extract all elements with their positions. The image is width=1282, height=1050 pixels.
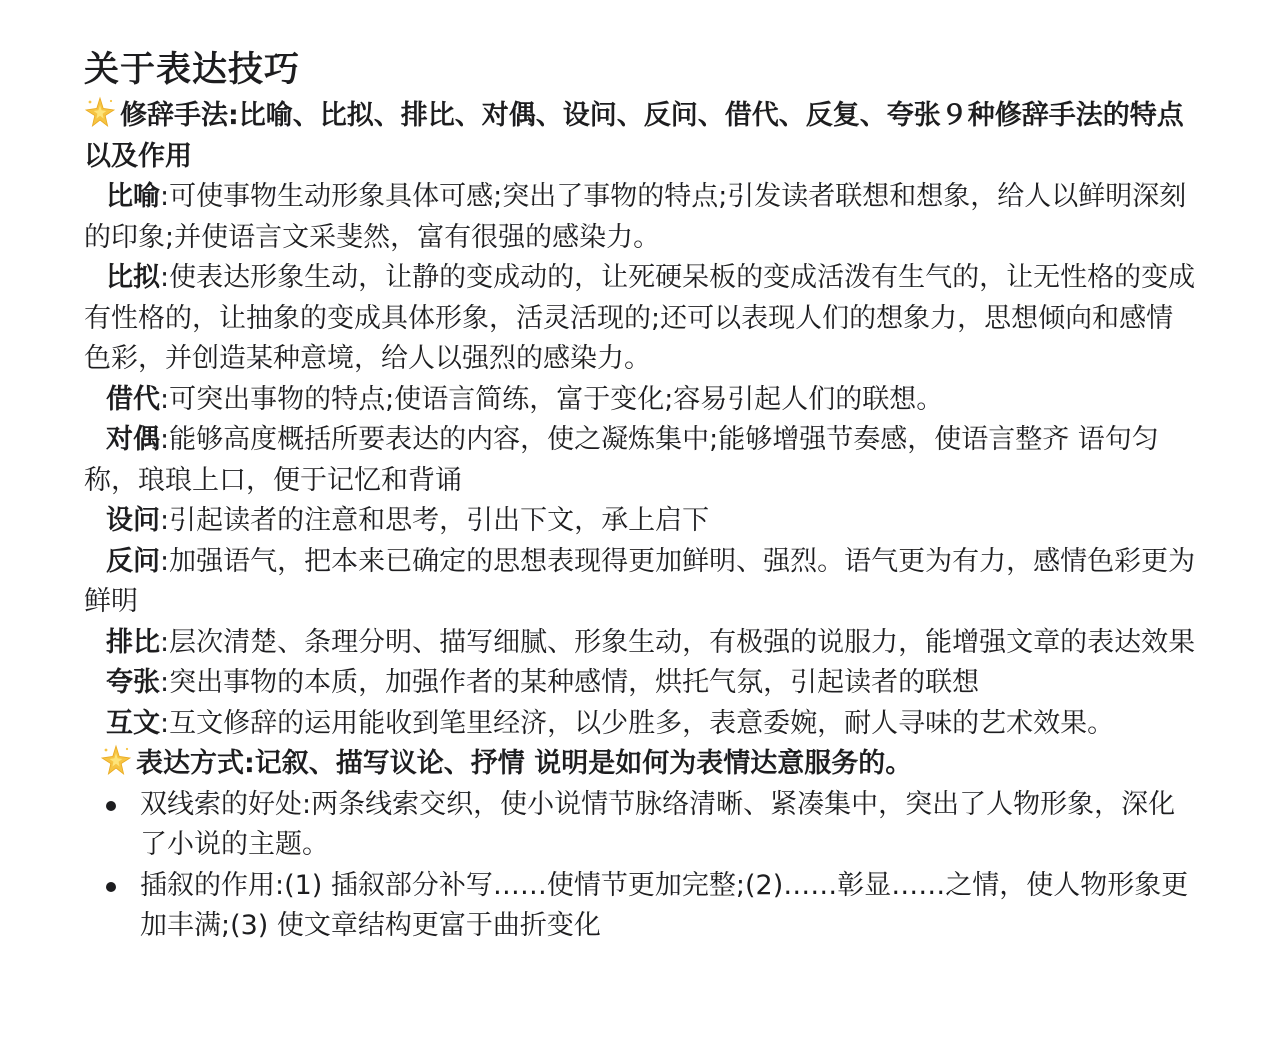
rhetoric-item — [84, 420, 1196, 501]
rhetoric-item — [84, 623, 1196, 664]
bullet-dot-icon — [106, 801, 116, 811]
sparkle-star-icon — [84, 96, 116, 128]
sparkle-star-icon — [100, 744, 132, 776]
rhetoric-term: 对偶 — [106, 424, 160, 455]
rhetoric-item — [84, 663, 1196, 704]
bullet-dot-icon — [106, 882, 116, 892]
section-heading-rhetoric — [84, 96, 1196, 177]
rhetoric-description: :能够高度概括所要表达的内容，使之凝炼集中;能够增强节奏感，使语言整齐 语句匀称，琅琅上口，便于记忆和背诵 — [84, 424, 1159, 496]
page-title: 关于表达技巧 — [84, 50, 301, 90]
rhetoric-item — [84, 380, 1196, 421]
rhetoric-item — [84, 177, 1196, 258]
rhetoric-term: 借代 — [106, 383, 160, 415]
list-item-text: 双线索的好处:两条线索交织，使小说情节脉络清晰、紧凑集中，突出了人物形象，深化了小说的主题。 — [140, 788, 1176, 860]
rhetoric-description: :可突出事物的特点;使语言简练，富于变化;容易引起人们的联想。 — [160, 383, 944, 415]
list-item-text: 插叙的作用:(1) 插叙部分补写……使情节更加完整;(2)……彰显……之情，使人物形象更加丰满;(3) 使文章结构更富于曲折变化 — [140, 869, 1189, 941]
rhetoric-description: :加强语气，把本来已确定的思想表现得更加鲜明、强烈。语气更为有力，感情色彩更为鲜明 — [84, 545, 1196, 617]
rhetoric-description: :突出事物的本质，加强作者的某种感情，烘托气氛，引起读者的联想 — [160, 667, 980, 698]
rhetoric-term: 互文 — [106, 707, 160, 739]
rhetoric-term: 比喻 — [106, 181, 160, 212]
section-heading-text: 修辞手法:比喻、比拟、排比、对偶、设问、反问、借代、反复、夸张９种修辞手法的特点以及作用 — [84, 100, 1184, 172]
rhetoric-term: 夸张 — [106, 667, 160, 698]
list-item — [84, 866, 1196, 947]
rhetoric-description: :可使事物生动形象具体可感;突出了事物的特点;引发读者联想和想象，给人以鲜明深刻的印象;并使语言文采斐然，富有很强的感染力。 — [84, 181, 1187, 253]
rhetoric-item — [84, 501, 1196, 542]
rhetoric-description: :互文修辞的运用能收到笔里经济，以少胜多，表意委婉，耐人寻味的艺术效果。 — [160, 707, 1115, 739]
section-heading-expression — [84, 744, 1212, 785]
rhetoric-term: 比拟 — [106, 262, 160, 293]
rhetoric-term: 反问 — [106, 545, 160, 577]
list-item — [84, 785, 1196, 866]
rhetoric-term: 排比 — [106, 626, 160, 658]
rhetoric-description: :引起读者的注意和思考，引出下文，承上启下 — [160, 505, 710, 536]
rhetoric-term: 设问 — [106, 505, 160, 536]
rhetoric-description: :使表达形象生动，让静的变成动的，让死硬呆板的变成活泼有生气的，让无性格的变成有性格的，让抽象的变成具体形象，活灵活现的;还可以表现人们的想象力，思想倾向和感情色彩，并创造某种意境，给人以强烈的感染力。 — [84, 262, 1196, 374]
section-heading-text: 表达方式:记叙、描写议论、抒情 说明是如何为表情达意服务的。 — [136, 748, 913, 779]
rhetoric-item — [84, 258, 1196, 380]
rhetoric-list — [84, 177, 1198, 744]
rhetoric-description: :层次清楚、条理分明、描写细腻、形象生动，有极强的说服力，能增强文章的表达效果 — [160, 626, 1196, 658]
rhetoric-item — [84, 542, 1196, 623]
rhetoric-item — [84, 704, 1196, 745]
bullet-list — [84, 785, 1198, 947]
